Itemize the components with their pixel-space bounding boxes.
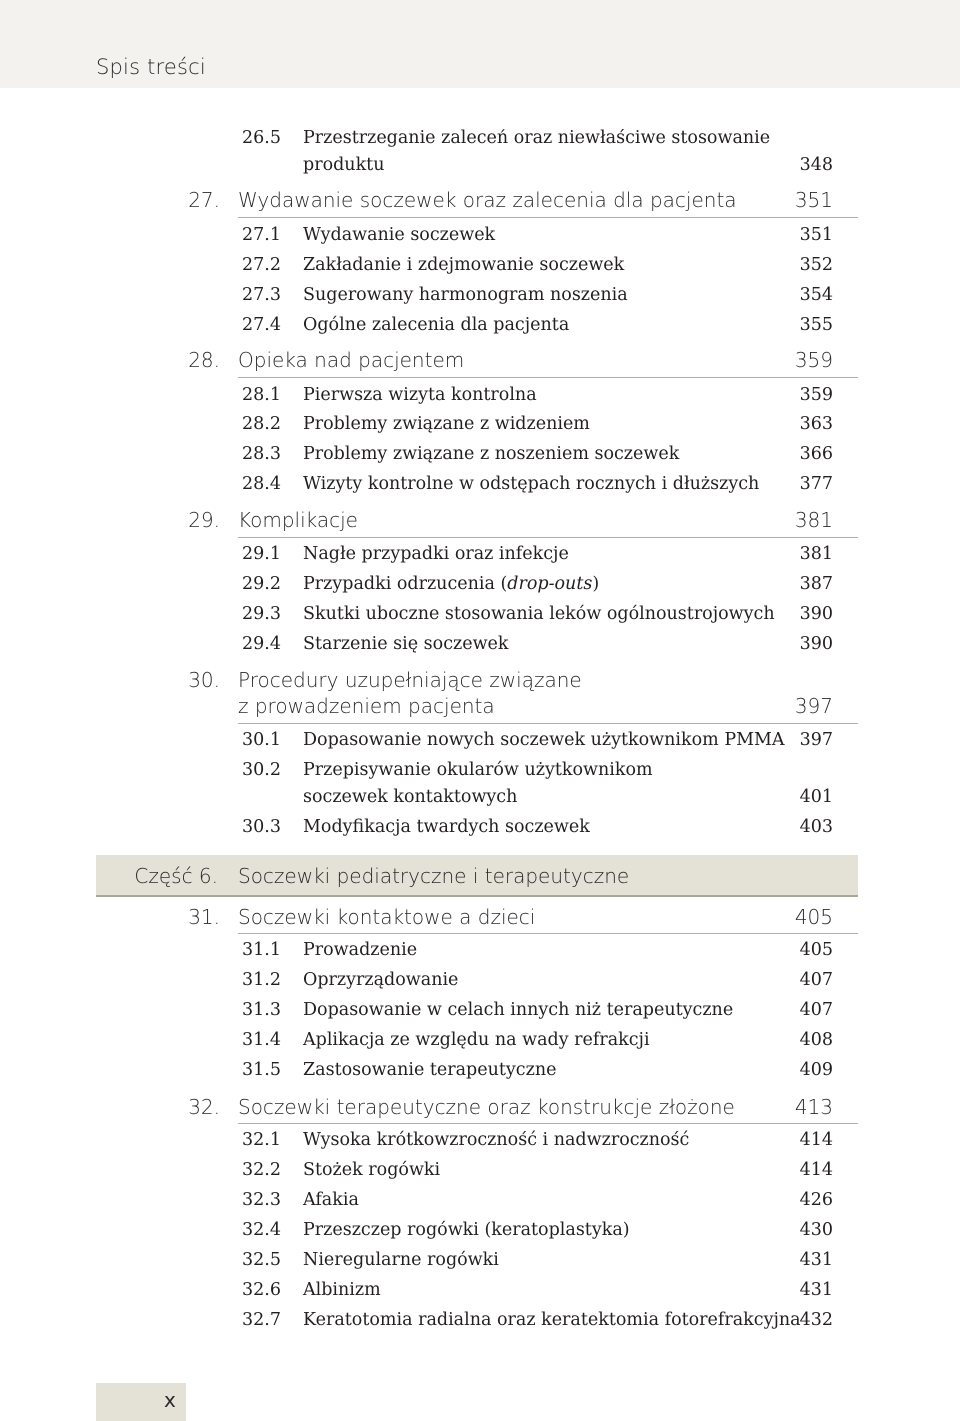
entry-title: Nieregularne rogówki <box>303 1250 499 1270</box>
chapter-number: 32. <box>188 1095 220 1119</box>
entry-number: 30.2 <box>242 760 281 780</box>
running-head: Spis treści <box>96 55 206 79</box>
entry-title: Przestrzeganie zaleceń oraz niewłaściwe stosowanie <box>303 128 771 148</box>
chapter-page: 351 <box>794 188 833 212</box>
entry-number: 27.4 <box>242 315 281 335</box>
entry-page: 359 <box>799 385 833 405</box>
chapter-rule <box>238 933 858 934</box>
entry-title: Pierwsza wizyta kontrolna <box>303 385 537 405</box>
chapter-rule <box>238 217 858 218</box>
entry-title: Dopasowanie w celach innych niż terapeutyczne <box>303 1000 734 1020</box>
entry-title: Przepisywanie okularów użytkownikom <box>303 760 653 780</box>
chapter-rule <box>238 537 858 538</box>
entry-title <box>303 571 599 597</box>
chapter-title: Soczewki terapeutyczne oraz konstrukcje złożone <box>238 1095 735 1119</box>
chapter-page: 397 <box>794 694 833 718</box>
entry-page: 381 <box>799 544 833 564</box>
entry-title: Zakładanie i zdejmowanie soczewek <box>303 255 625 275</box>
entry-page: 432 <box>799 1310 833 1330</box>
entry-number: 28.4 <box>242 474 281 494</box>
entry-title: Nagłe przypadki oraz infekcje <box>303 544 569 564</box>
entry-number: 32.5 <box>242 1250 281 1270</box>
entry-number: 28.3 <box>242 444 281 464</box>
entry-title: Stożek rogówki <box>303 1160 441 1180</box>
entry-number: 29.3 <box>242 604 281 624</box>
part-label: Część 6. <box>134 864 218 888</box>
entry-title-cont: produktu <box>303 155 385 175</box>
chapter-title: Komplikacje <box>238 508 358 532</box>
chapter-title: Procedury uzupełniające związane <box>238 668 582 692</box>
entry-page: 390 <box>799 634 833 654</box>
entry-number: 32.1 <box>242 1130 281 1150</box>
chapter-title: Opieka nad pacjentem <box>238 348 465 372</box>
chapter-page: 359 <box>794 348 833 372</box>
entry-title: Sugerowany harmonogram noszenia <box>303 285 628 305</box>
entry-page: 430 <box>799 1220 833 1240</box>
chapter-rule <box>238 1123 858 1124</box>
page-number: x <box>164 1388 176 1412</box>
entry-title: Wizyty kontrolne w odstępach rocznych i dłuższych <box>303 474 760 494</box>
part-title: Soczewki pediatryczne i terapeutyczne <box>238 864 630 888</box>
entry-page: 426 <box>799 1190 833 1210</box>
entry-page: 390 <box>799 604 833 624</box>
chapter-number: 27. <box>188 188 220 212</box>
entry-title: Skutki uboczne stosowania leków ogólnoustrojowych <box>303 604 775 624</box>
entry-title: Wysoka krótkowzroczność i nadwzroczność <box>303 1130 690 1150</box>
chapter-page: 381 <box>794 508 833 532</box>
entry-title: Dopasowanie nowych soczewek użytkownikom PMMA <box>303 730 785 750</box>
entry-title: Afakia <box>303 1190 359 1210</box>
entry-number: 31.4 <box>242 1030 281 1050</box>
chapter-number: 30. <box>188 668 220 692</box>
entry-title-text: Przypadki odrzucenia ( <box>303 574 508 594</box>
entry-number: 32.3 <box>242 1190 281 1210</box>
entry-title: Aplikacja ze względu na wady refrakcji <box>303 1030 650 1050</box>
entry-number: 26.5 <box>242 128 281 148</box>
chapter-number: 29. <box>188 508 220 532</box>
entry-number: 31.5 <box>242 1060 281 1080</box>
entry-page: 366 <box>799 444 833 464</box>
entry-title: Problemy związane z noszeniem soczewek <box>303 444 680 464</box>
entry-page: 405 <box>799 940 833 960</box>
entry-title-cont: soczewek kontaktowych <box>303 787 518 807</box>
entry-number: 32.2 <box>242 1160 281 1180</box>
chapter-page: 405 <box>794 905 833 929</box>
chapter-rule <box>238 377 858 378</box>
entry-page: 401 <box>799 787 833 807</box>
entry-title-emphasis: drop-outs <box>507 574 593 594</box>
entry-page: 397 <box>799 730 833 750</box>
entry-page: 351 <box>799 225 833 245</box>
entry-number: 29.1 <box>242 544 281 564</box>
entry-page: 414 <box>799 1160 833 1180</box>
entry-page: 414 <box>799 1130 833 1150</box>
entry-title: Albinizm <box>303 1280 381 1300</box>
chapter-title: Wydawanie soczewek oraz zalecenia dla pacjenta <box>238 188 737 212</box>
entry-page: 363 <box>799 414 833 434</box>
entry-number: 27.2 <box>242 255 281 275</box>
entry-title: Problemy związane z widzeniem <box>303 414 590 434</box>
entry-number: 30.3 <box>242 817 281 837</box>
chapter-rule <box>238 723 858 724</box>
chapter-page: 413 <box>794 1095 833 1119</box>
entry-page: 348 <box>799 155 833 175</box>
entry-page: 352 <box>799 255 833 275</box>
entry-title: Oprzyrządowanie <box>303 970 459 990</box>
entry-title: Starzenie się soczewek <box>303 634 509 654</box>
part-heading-band[interactable] <box>96 855 858 897</box>
entry-page: 403 <box>799 817 833 837</box>
entry-number: 28.2 <box>242 414 281 434</box>
entry-title: Ogólne zalecenia dla pacjenta <box>303 315 570 335</box>
entry-title: Przeszczep rogówki (keratoplastyka) <box>303 1220 630 1240</box>
entry-title: Modyfikacja twardych soczewek <box>303 817 590 837</box>
entry-number: 27.3 <box>242 285 281 305</box>
entry-page: 355 <box>799 315 833 335</box>
entry-number: 31.1 <box>242 940 281 960</box>
entry-title: Wydawanie soczewek <box>303 225 496 245</box>
entry-title: Zastosowanie terapeutyczne <box>303 1060 557 1080</box>
entry-page: 431 <box>799 1250 833 1270</box>
chapter-number: 28. <box>188 348 220 372</box>
entry-title-text-end: ) <box>592 574 600 594</box>
entry-page: 377 <box>799 474 833 494</box>
entry-number: 29.2 <box>242 574 281 594</box>
entry-page: 407 <box>799 970 833 990</box>
chapter-number: 31. <box>188 905 220 929</box>
entry-number: 29.4 <box>242 634 281 654</box>
entry-page: 408 <box>799 1030 833 1050</box>
entry-number: 30.1 <box>242 730 281 750</box>
chapter-title-cont: z prowadzeniem pacjenta <box>238 694 495 718</box>
entry-title: Prowadzenie <box>303 940 418 960</box>
entry-title: Keratotomia radialna oraz keratektomia fotorefrakcyjna <box>303 1310 801 1330</box>
entry-number: 28.1 <box>242 385 281 405</box>
entry-page: 354 <box>799 285 833 305</box>
entry-number: 31.2 <box>242 970 281 990</box>
entry-number: 32.4 <box>242 1220 281 1240</box>
entry-number: 32.7 <box>242 1310 281 1330</box>
entry-page: 407 <box>799 1000 833 1020</box>
entry-number: 31.3 <box>242 1000 281 1020</box>
entry-page: 431 <box>799 1280 833 1300</box>
entry-page: 387 <box>799 574 833 594</box>
chapter-title: Soczewki kontaktowe a dzieci <box>238 905 536 929</box>
entry-number: 32.6 <box>242 1280 281 1300</box>
entry-number: 27.1 <box>242 225 281 245</box>
entry-page: 409 <box>799 1060 833 1080</box>
